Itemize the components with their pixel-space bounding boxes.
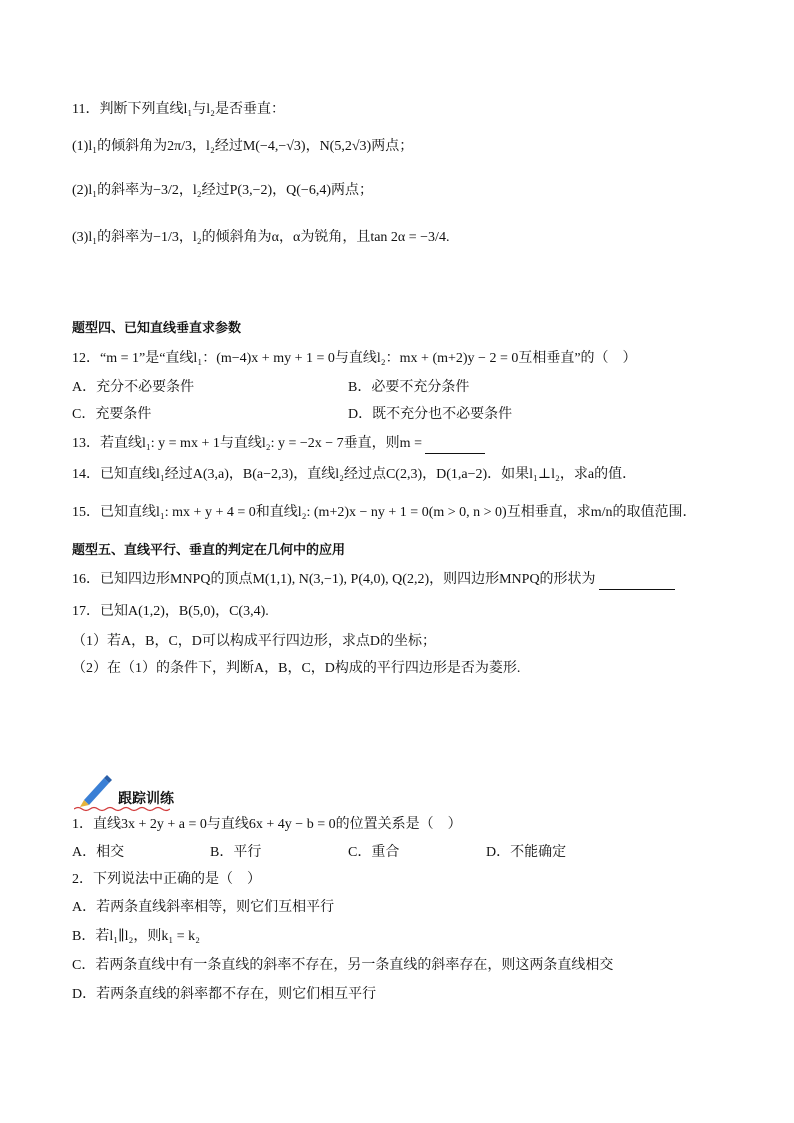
q13-answer-blank bbox=[425, 439, 485, 454]
q12-option-b: B．必要不充分条件 bbox=[348, 380, 470, 395]
track-q2-option-d: D．若两条直线的斜率都不存在，则它们相互平行 bbox=[72, 987, 377, 1002]
q11-part3: (3)l₁的斜率为−1/3，l₂的倾斜角为α，α为锐角，且tan 2α = −3/4. bbox=[72, 230, 450, 245]
q17-stem: 17．已知A(1,2)，B(5,0)，C(3,4). bbox=[72, 604, 269, 619]
q12-stem: 12．“m = 1”是“直线l₁：(m−4)x + my + 1 = 0与直线l₂：mx + (m+2)y − 2 = 0互相垂直”的（ ） bbox=[72, 351, 637, 366]
track-q1-stem: 1．直线3x + 2y + a = 0与直线6x + 4y − b = 0的位置关系是（ ） bbox=[72, 817, 462, 832]
track-q1-option-d: D．不能确定 bbox=[486, 845, 567, 860]
q12-option-c: C．充要条件 bbox=[72, 407, 152, 422]
track-q1-option-b: B．平行 bbox=[210, 845, 262, 860]
pencil-body bbox=[84, 778, 109, 805]
section-heading-type5: 题型五、直线平行、垂直的判定在几何中的应用 bbox=[72, 542, 346, 557]
q11-part2: (2)l₁的斜率为−3/2，l₂经过P(3,−2)，Q(−6,4)两点； bbox=[72, 183, 373, 198]
q13-stem bbox=[72, 434, 714, 454]
q17-part2: （2）在（1）的条件下，判断A，B，C，D构成的平行四边形是否为菱形. bbox=[72, 661, 521, 676]
q16-text: 16．已知四边形MNPQ的顶点M(1,1), N(3,−1), P(4,0), Q(2,2)，则四边形MNPQ的形状为 bbox=[72, 572, 596, 587]
q14-stem: 14．已知直线l₁经过A(3,a)，B(a−2,3)，直线l₂经过点C(2,3)，D(1,a−2)．如果l₁⊥l₂，求a的值． bbox=[72, 467, 637, 482]
q12-option-d: D．既不充分也不必要条件 bbox=[348, 407, 513, 422]
track-q2-option-c: C．若两条直线中有一条直线的斜率不存在，另一条直线的斜率存在，则这两条直线相交 bbox=[72, 958, 614, 973]
q12-option-a: A．充分不必要条件 bbox=[72, 380, 195, 395]
track-q2-stem: 2．下列说法中正确的是（ ） bbox=[72, 872, 261, 887]
track-q1-option-c: C．重合 bbox=[348, 845, 400, 860]
q15-stem: 15．已知直线l₁: mx + y + 4 = 0和直线l₂: (m+2)x − ny + 1 = 0(m > 0, n > 0)互相垂直，求m/n的取值范围． bbox=[72, 505, 697, 520]
q13-text: 13．若直线l₁: y = mx + 1与直线l₂: y = −2x − 7垂直，则m = bbox=[72, 436, 422, 451]
pencil-icon bbox=[74, 770, 114, 808]
q11-part1: (1)l₁的倾斜角为2π/3，l₂经过M(−4,−√3)，N(5,2√3)两点； bbox=[72, 139, 414, 154]
track-q2-option-b: B．若l₁∥l₂，则k₁ = k₂ bbox=[72, 929, 201, 944]
q11-stem: 11．判断下列直线l₁与l₂是否垂直： bbox=[72, 102, 286, 117]
q17-part1: （1）若A，B，C，D可以构成平行四边形，求点D的坐标； bbox=[72, 634, 437, 649]
q16-stem bbox=[72, 570, 714, 590]
tracking-section-label: 跟踪训练 bbox=[118, 790, 174, 806]
track-q1-option-a: A．相交 bbox=[72, 845, 125, 860]
section-heading-type4: 题型四、已知直线垂直求参数 bbox=[72, 320, 242, 335]
track-q2-option-a: A．若两条直线斜率相等，则它们互相平行 bbox=[72, 900, 335, 915]
q16-answer-blank bbox=[599, 575, 675, 590]
